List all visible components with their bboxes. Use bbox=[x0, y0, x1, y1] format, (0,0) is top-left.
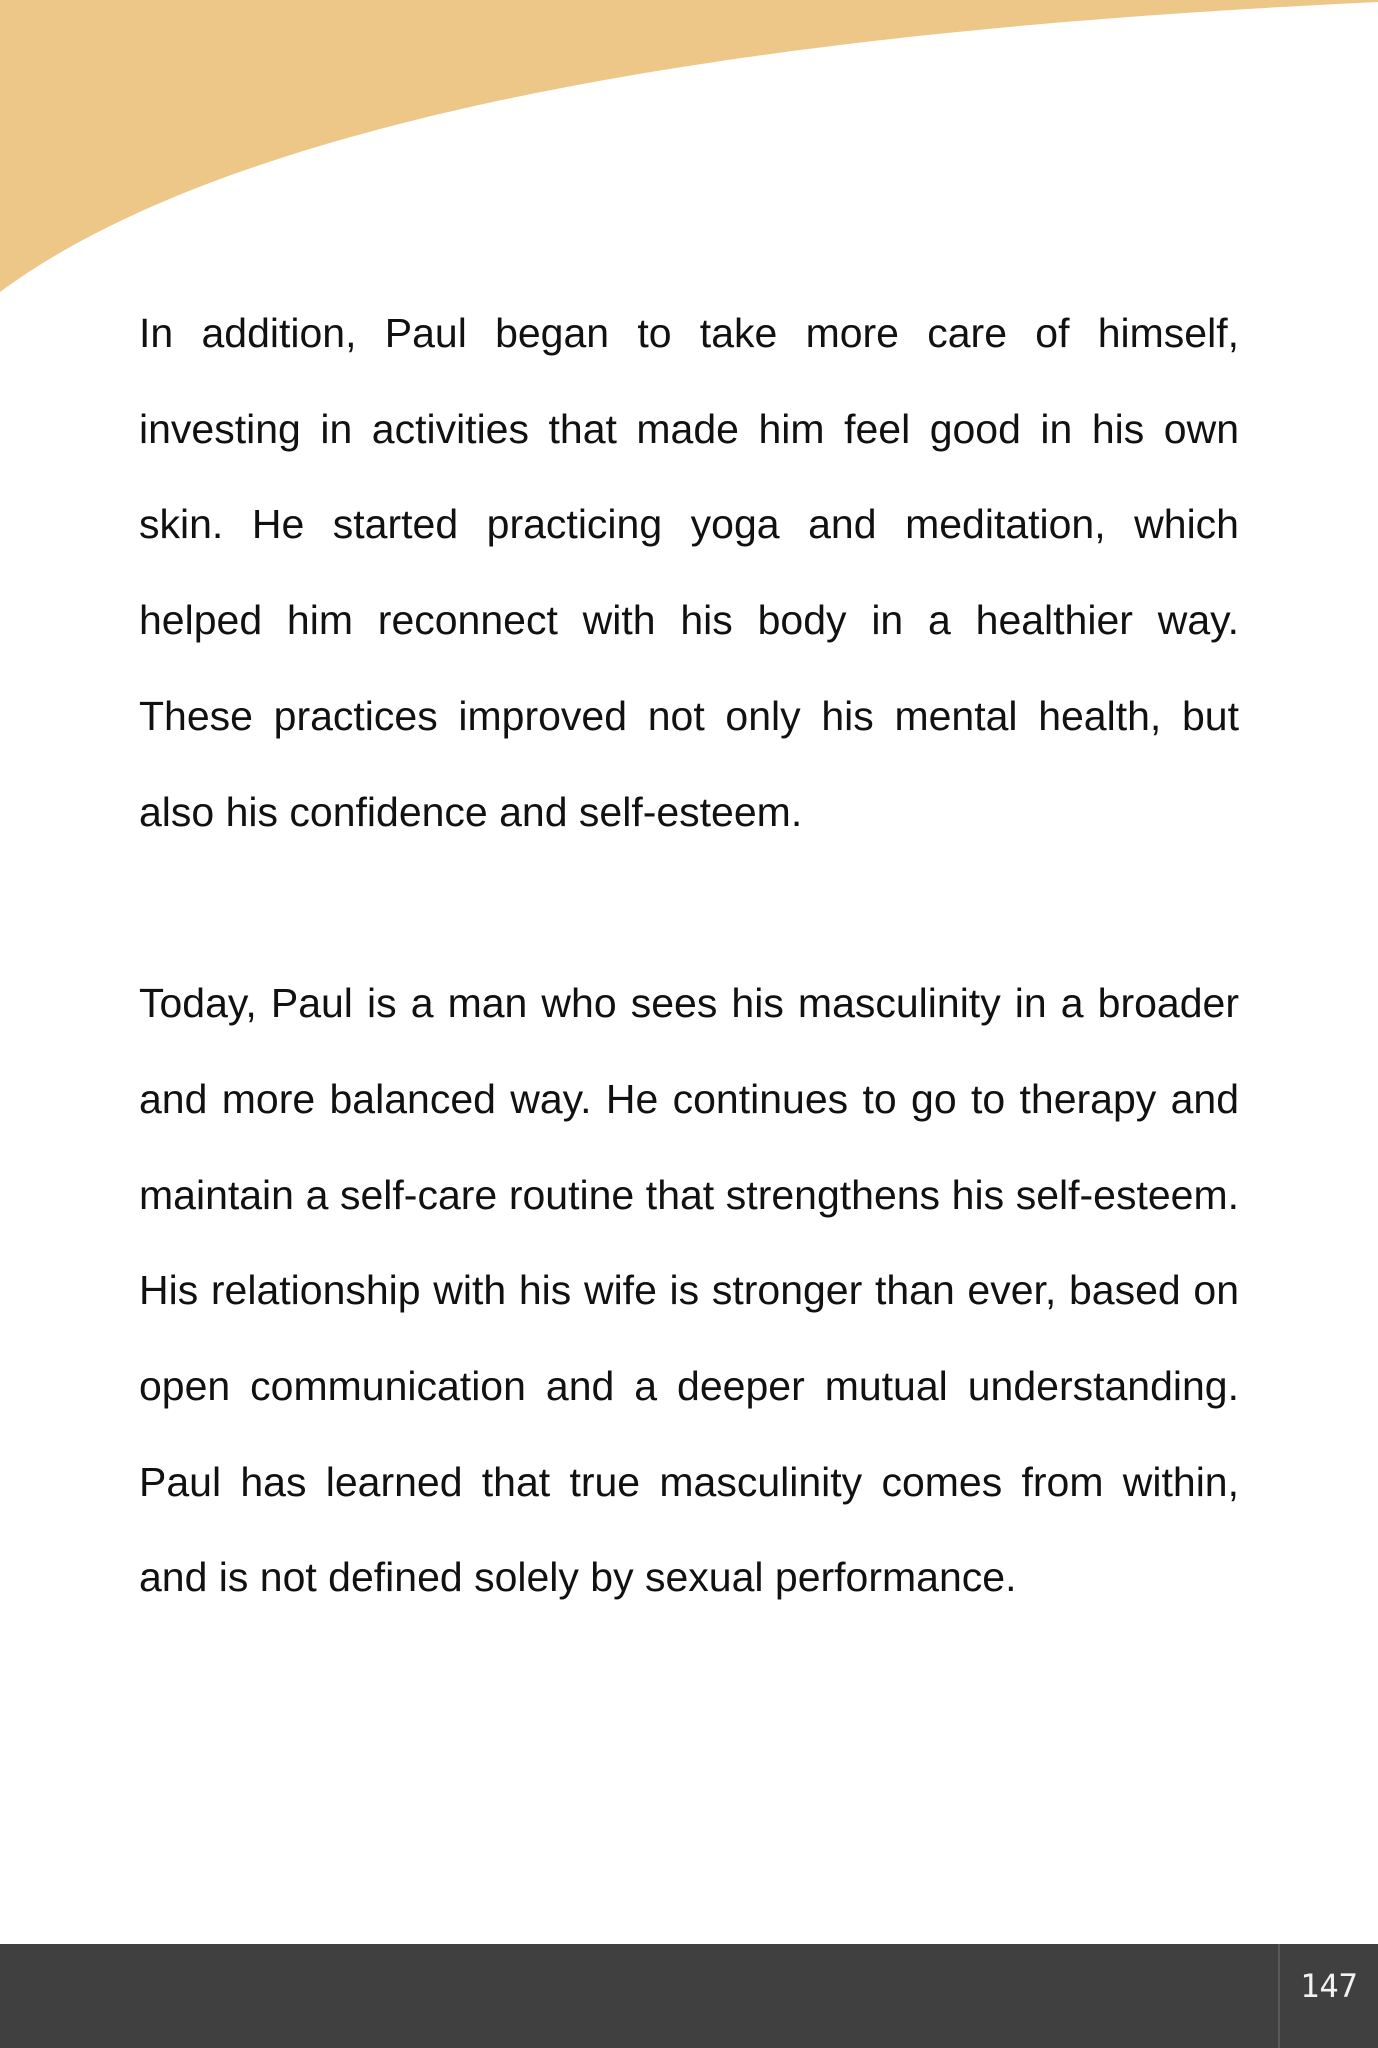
header-swoosh-decoration bbox=[0, 0, 1378, 300]
body-paragraph-1: In addition, Paul began to take more care of himself, investing in activities that made him feel good in his own skin. He started practicing yoga and meditation, which helped him reconnect with his body in a healthier way. These practices improved not only his mental health, but also his confidence and self-esteem. bbox=[139, 310, 1239, 835]
page-number: 147 bbox=[1300, 1967, 1358, 2005]
page-footer bbox=[0, 1944, 1378, 2048]
body-paragraph-2: Today, Paul is a man who sees his masculinity in a broader and more balanced way. He continues to go to therapy and maintain a self-care routine that strengthens his self-esteem. His relationship with his wife is stronger than ever, based on open communication and a deeper mutual understanding. Paul has learned that true masculinity comes from within, and is not defined solely by sexual performance. bbox=[139, 980, 1239, 1601]
page-body bbox=[139, 286, 1239, 1626]
